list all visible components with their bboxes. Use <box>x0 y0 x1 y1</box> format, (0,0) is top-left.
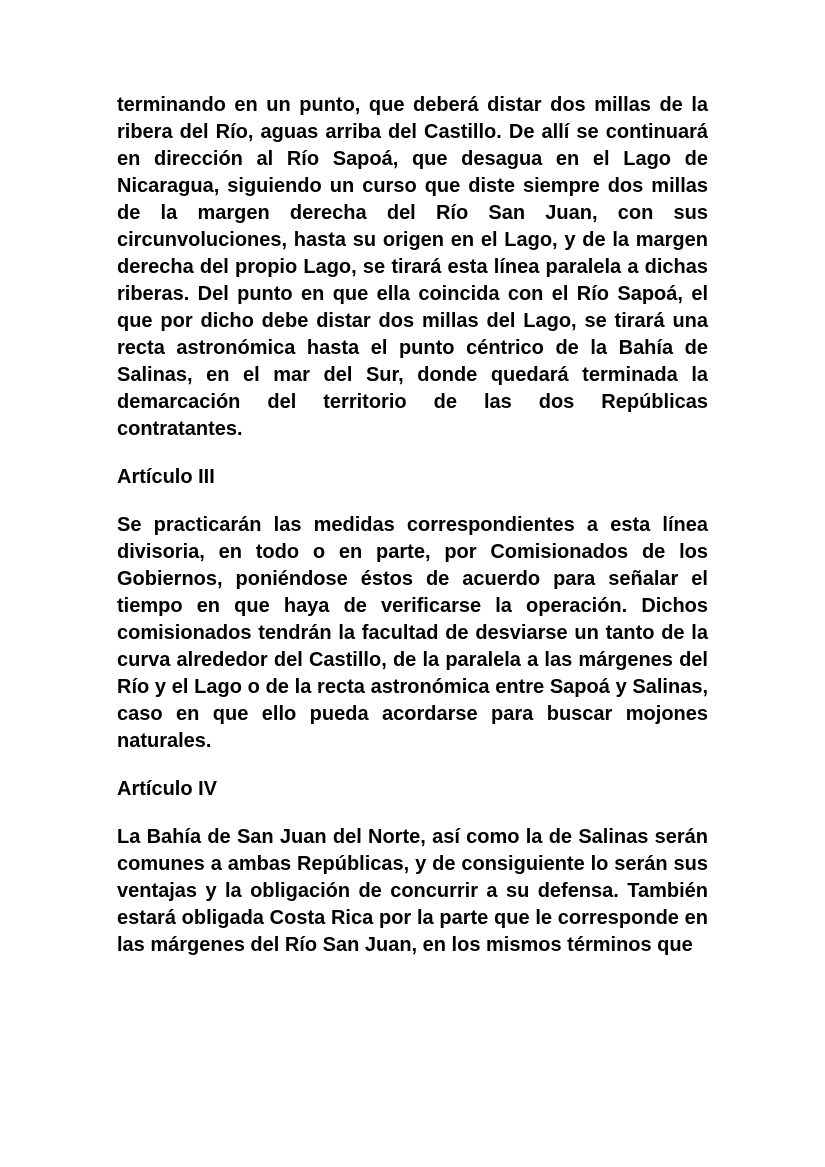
paragraph-article3-body: Se practicarán las medidas correspondientes a esta línea divisoria, en todo o en parte, por Comisionados de los Gobiernos, poniéndose éstos de acuerdo para señalar el tiempo en que haya de verificarse la operación. Dichos comisionados tendrán la facultad de desviarse un tanto de la curva alrededor del Castillo, de la paralela a las márgenes del Río y el Lago o de la recta astronómica entre Sapoá y Salinas, caso en que ello pueda acordarse para buscar mojones naturales. <box>117 514 708 752</box>
heading-articulo-iv: Artículo IV <box>117 778 218 800</box>
paragraph-article2-continuation: terminando en un punto, que deberá distar dos millas de la ribera del Río, aguas arriba del Castillo. De allí se continuará en dirección al Río Sapoá, que desagua en el Lago de Nicaragua, siguiendo un curso que diste siempre dos millas de la margen derecha del Río San Juan, con sus circunvoluciones, hasta su origen en el Lago, y de la margen derecha del propio Lago, se tirará esta línea paralela a dichas riberas. Del punto en que ella coincida con el Río Sapoá, el que por dicho debe distar dos millas del Lago, se tirará una recta astronómica hasta el punto céntrico de la Bahía de Salinas, en el mar del Sur, donde quedará terminada la demarcación del territorio de las dos Repúblicas contratantes. <box>117 94 708 440</box>
heading-articulo-iii: Artículo III <box>117 466 215 488</box>
paragraph-article4-body: La Bahía de San Juan del Norte, así como la de Salinas serán comunes a ambas Repúblicas, y de consiguiente lo serán sus ventajas y la obligación de concurrir a su defensa. También estará obligada Costa Rica por la parte que le corresponde en las márgenes del Río San Juan, en los mismos términos que <box>117 826 708 956</box>
